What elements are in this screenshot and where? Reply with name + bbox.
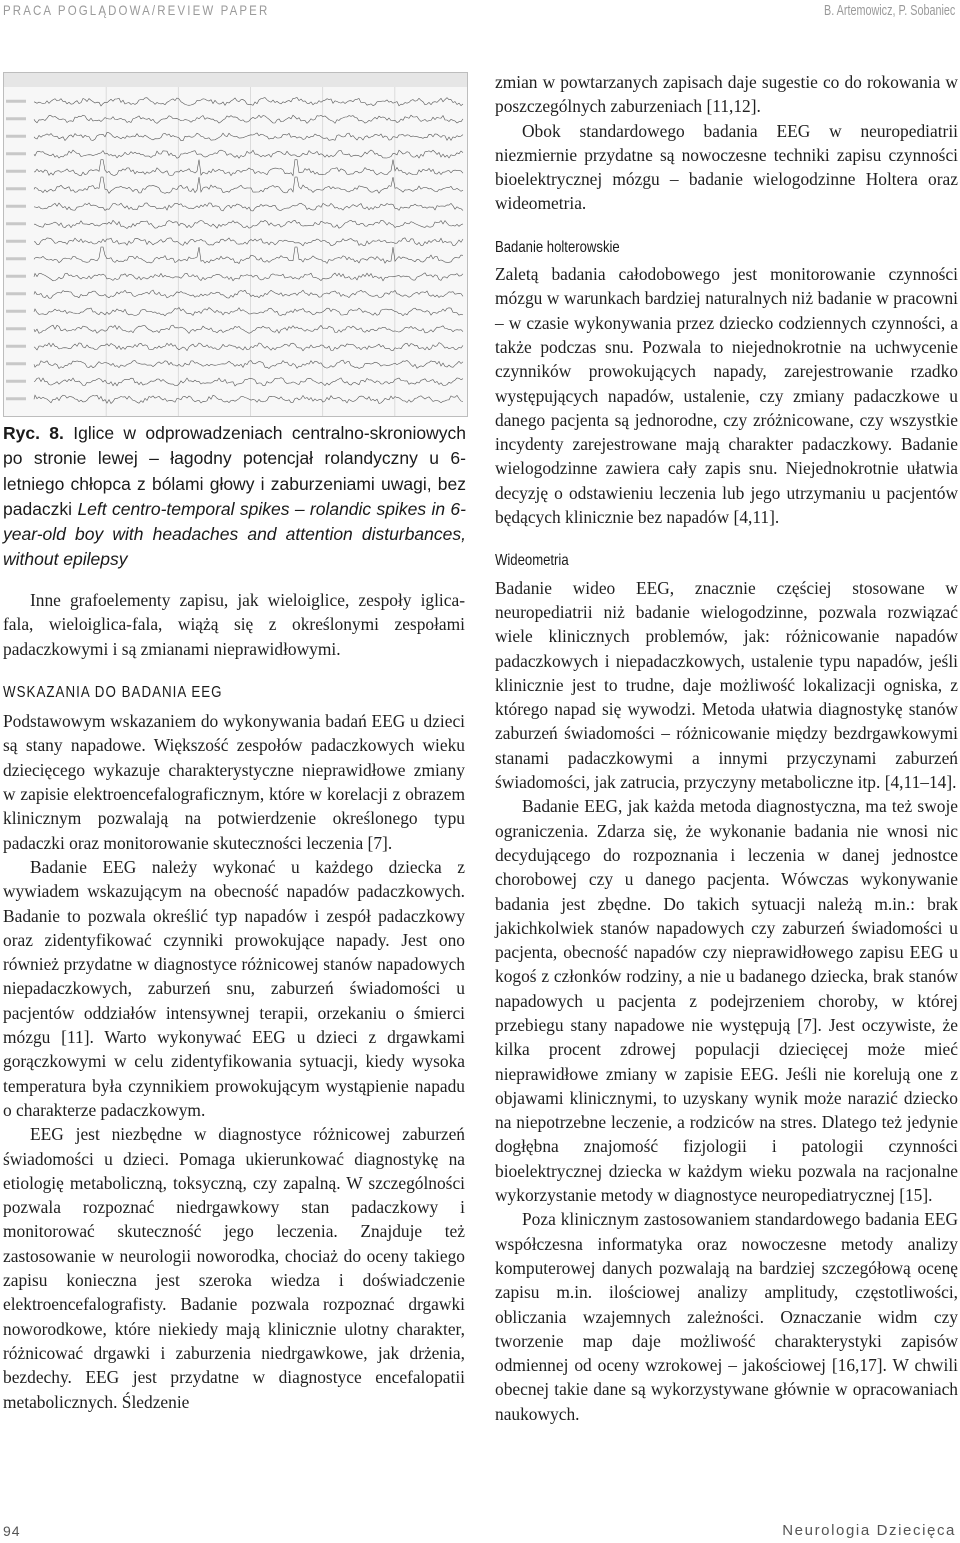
right-text-column [495, 70, 958, 1426]
eeg-channel-label [6, 327, 26, 330]
figure-label: Ryc. 8. [3, 423, 64, 443]
running-header-section: PRACA POGLĄDOWA/REVIEW PAPER [3, 2, 270, 18]
eeg-channel-label [6, 135, 26, 138]
eeg-channel-trace [34, 378, 463, 386]
eeg-channel-label [6, 345, 26, 348]
body-paragraph: Badanie wideo EEG, znacznie częściej stosowane w neuropediatrii niż badanie wielogodzinne, pozwala rozwiązać wiele klinicznych problemów, jak: różnicowanie napadów padaczkowych i niepadaczkowych, ustalenie typu napadów, jeśli klinicznie jest to trudne, daje możliwość lokalizacji ogniska, z którego napad się wywodzi. Metoda ułatwia diagnostykę stanów zaburzeń świadomości – różnicowanie między bezdrgawkowymi stanami padaczkowymi a innymi przyczynami zaburzeń świadomości, jak zatrucia, przyczyny metaboliczne itp. [4,11–14]. [495, 577, 958, 793]
eeg-channel-label [6, 170, 26, 173]
eeg-channel-trace [34, 238, 463, 246]
eeg-channel-label [6, 152, 26, 155]
eeg-channel-label [6, 257, 26, 260]
eeg-channel-trace [34, 360, 463, 368]
body-paragraph: Zaletą badania całodobowego jest monitorowanie czynności mózgu w warunkach bardziej naturalnych niż badanie w pracowni – w czasie wykonywania przez dziecko codziennych czynności, a także podczas snu. Pozwala to niejednokrotnie na uchwycenie czynników prowokujących napady, zarejestrowanie rzadko występujących napadów, ustalenie, czy zmiany padaczkowe u danego pacjenta są jednorodne, czy zróżnicowane, czy wszystkie incydenty zarejestrowane mają charakter padaczkowy. Badanie wielogodzinne zawiera cały zapis snu. Niejednokrotnie ułatwia decyzję o odstawieniu leczenia lub jego utrzymaniu u pacjentów będących klinicznie bez napadów [4,11]. [495, 264, 958, 528]
eeg-channel-label [6, 275, 26, 278]
eeg-channel-label [6, 362, 26, 365]
eeg-channel-trace [34, 395, 463, 403]
eeg-channel-trace [34, 115, 463, 123]
left-text-column [3, 588, 465, 1414]
eeg-channel-trace [34, 343, 463, 351]
eeg-channel-trace [34, 177, 463, 193]
eeg-channel-label [6, 310, 26, 313]
body-paragraph: Podstawowym wskazaniem do wykonywania badań EEG u dzieci są stany napadowe. Większość zespołów padaczkowych wieku dziecięcego wykazuje charakterystyczne nieprawidłowe zmiany w zapisie elektroencefalograficznym, które w korelacji z obrazem klinicznym pozwalają na potwierdzenie określonego typu padaczki oraz monitorowanie skuteczności leczenia [7]. [3, 711, 465, 853]
eeg-figure-image [3, 72, 468, 417]
body-paragraph: Badanie EEG, jak każda metoda diagnostyczna, ma też swoje ograniczenia. Zdarza się, że wykonanie badania nie wnosi nic decydującego do rozpoznania i leczenia w danej jednostce chorobowej czy u danego pacjenta. Wówczas wykonywanie badania jest zbędne. Do takich sytuacji należą m.in.: brak jakichkolwiek stanów napadowych czy zaburzeń świadomości u pacjenta, obecność napadów czy nieprawidłowego zapisu EEG u kogoś z członków rodziny, a nie u badanego dziecka, brak stanów napadowych u pacjenta z podejrzeniem choroby, w której przebiegu stany napadowe nie występują [7]. Jest oczywiste, że kilka procent zdrowej populacji dziecięcej może mieć nieprawidłowe zmiany w zapisie EEG. Jeśli nie korelują one z objawami klinicznymi, to uzyskany wynik może narazić dziecko na niepotrzebne leczenie, a rodziców na stres. Dlatego też jedynie dogłębna znajomość fizjologii i patologii czynności bioelektrycznej dziecka w każdym wieku pozwala na racjonalne wykorzystanie metody w diagnostyce neuropediatrycznej [15]. [495, 796, 958, 1206]
figure-caption-english: Left centro-temporal spikes – rolandic spikes in 6-year-old boy with headaches and attention disturbances, without epilepsy [3, 498, 466, 570]
figure-caption [3, 421, 466, 573]
eeg-channel-trace [34, 150, 463, 158]
journal-name: Neurologia Dziecięca [782, 1522, 956, 1539]
body-paragraph: EEG jest niezbędne w diagnostyce różnicowej zaburzeń świadomości u dzieci. Pomaga ukierunkować diagnostykę na etiologię metaboliczną, toksyczną, czy zapalną. W szczególności pozwala rozpoznać niedrgawkowy stan padaczkowy i monitorować skuteczność jego leczenia. Znajduje też zastosowanie w neurologii noworodka, chociaż do oceny takiego zapisu konieczna jest szeroka wiedza i doświadczenie elektroencefalografisty. Badanie pozwala rozpoznać drgawki noworodkowe, które niekiedy mają klinicznie ulotny charakter, różnicować drgawki i zaburzenia niedrgawkowe, jak drżenia, bezdechy. EEG jest przydatne w diagnostyce encefalopatii metabolicznych. Śledzenie [3, 1124, 465, 1412]
eeg-channel-trace [34, 273, 463, 281]
eeg-channel-trace [34, 160, 463, 176]
eeg-channel-label [6, 292, 26, 295]
subheading-video-eeg: Wideometria [495, 552, 569, 570]
body-paragraph: Obok standardowego badania EEG w neuropediatrii niezmiernie przydatne są nowoczesne techniki zapisu czynności bioelektrycznej mózgu – badanie wielogodzinne Holtera oraz wideometria. [495, 120, 958, 214]
eeg-toolbar-strip [4, 73, 467, 87]
eeg-channel-trace [34, 133, 463, 141]
eeg-channel-trace [34, 98, 463, 107]
eeg-channel-label [6, 222, 26, 225]
eeg-channel-trace [34, 203, 463, 211]
eeg-channel-trace [34, 325, 463, 333]
subheading-holter: Badanie holterowskie [495, 238, 620, 256]
eeg-channel-label [6, 380, 26, 383]
page-number: 94 [3, 1523, 21, 1539]
eeg-channel-trace [34, 290, 463, 298]
eeg-channel-label [6, 205, 26, 208]
eeg-channel-label [6, 397, 26, 400]
body-paragraph: zmian w powtarzanych zapisach daje sugestie co do rokowania w poszczególnych zaburzeniach [11,12]. [495, 72, 958, 117]
eeg-channel-trace [34, 220, 463, 228]
body-paragraph: Badanie EEG należy wykonać u każdego dziecka z wywiadem wskazującym na obecność napadów padaczkowych. Badanie to pozwala określić typ napadów i zespół padaczkowy oraz zidentyfikować czynniki prowokujące napady. Jest ono również przydatne w diagnostyce różnicowej stanów napadowych niepadaczkowych, zaburzeń snu, zaburzeń świadomości u pacjentów oddziałów intensywnej terapii, orzekaniu o śmierci mózgu [11]. Warto wykonywać EEG u dzieci z drgawkami gorączkowymi w celu zidentyfikowania sytuacji, kiedy wysoka temperatura była czynnikiem prowokującym wystąpienie napadu o charakterze padaczkowym. [3, 856, 465, 1120]
eeg-channel-trace [34, 247, 463, 264]
section-heading-eeg-indications: WSKAZANIA DO BADANIA EEG [3, 683, 223, 701]
eeg-channel-label [6, 187, 26, 190]
running-header-authors: B. Artemowicz, P. Sobaniec [823, 2, 955, 19]
eeg-channel-label [6, 117, 26, 120]
eeg-channel-label [6, 240, 26, 243]
eeg-channel-trace [34, 308, 463, 316]
eeg-trace-plot [4, 73, 467, 416]
eeg-channel-label [6, 100, 26, 103]
figure-caption-polish: Iglice w odprowadzeniach centralno-skroniowych po stronie lewej – łagodny potencjał rolandyczny u 6-letniego chłopca z bólami głowy i zaburzeniami uwagi, bez padaczki [3, 423, 466, 519]
intro-paragraph: Inne grafoelementy zapisu, jak wieloiglice, zespoły iglica-fala, wieloiglica-fala, wiążą się z określonymi zespołami padaczkowymi i są zmianami nieprawidłowymi. [3, 590, 465, 659]
body-paragraph: Poza klinicznym zastosowaniem standardowego badania EEG współczesna informatyka oraz nowoczesne metody analizy komputerowej danych pozwalają na bardziej szczegółową ocenę zapisu m.in. ilościowej analizy amplitudy, częstotliwości, obliczania wzajemnych zależności. Oznaczanie widm czy tworzenie map daje możliwość charakterystyki zapisów odmiennej od oceny wzrokowej – jakościowej [16,17]. W chwili obecnej takie dane są wykorzystywane głównie w opracowaniach naukowych. [495, 1209, 958, 1424]
